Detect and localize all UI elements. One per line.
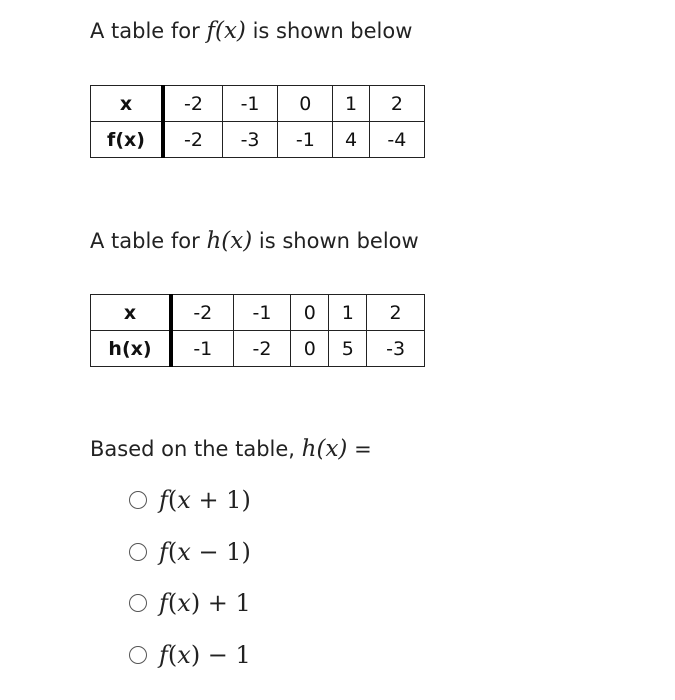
f-caption-prefix: A table for xyxy=(90,19,200,43)
f-table-x-header: x xyxy=(91,86,164,122)
h-table-x-cell: 1 xyxy=(329,295,367,331)
f-table-y-cell: -3 xyxy=(222,122,277,158)
f-table-x-cell: 2 xyxy=(369,86,424,122)
answer-option-4[interactable] xyxy=(129,641,251,669)
radio-button-icon[interactable] xyxy=(129,491,147,509)
option-expression: f(x + 1) xyxy=(159,486,251,514)
f-table-y-cell: -2 xyxy=(163,122,222,158)
h-table-y-cell: -2 xyxy=(233,331,291,367)
h-table-x-cell: -1 xyxy=(233,295,291,331)
f-table-y-header: f(x) xyxy=(91,122,164,158)
h-caption-suffix: is shown below xyxy=(258,229,419,253)
f-table-x-cell: -1 xyxy=(222,86,277,122)
f-table-caption xyxy=(90,18,412,44)
f-table-x-cell: 0 xyxy=(278,86,333,122)
h-table-x-cell: 0 xyxy=(291,295,329,331)
h-table-y-cell: 5 xyxy=(329,331,367,367)
h-table-x-cell: -2 xyxy=(171,295,233,331)
radio-button-icon[interactable] xyxy=(129,543,147,561)
h-table-y-header: h(x) xyxy=(91,331,172,367)
f-table-y-cell: -4 xyxy=(369,122,424,158)
f-value-table xyxy=(90,85,425,158)
h-caption-math: h(x) xyxy=(206,228,253,254)
option-expression: f(x) + 1 xyxy=(159,589,251,617)
option-expression: f(x) − 1 xyxy=(159,641,251,669)
question-suffix: = xyxy=(354,437,372,461)
f-caption-suffix: is shown below xyxy=(252,19,413,43)
h-value-table xyxy=(90,294,425,367)
h-table-y-cell: -3 xyxy=(367,331,425,367)
f-table-row-y xyxy=(91,122,425,158)
f-caption-math: f(x) xyxy=(206,18,246,44)
f-table-x-cell: -2 xyxy=(163,86,222,122)
f-table-x-cell: 1 xyxy=(333,86,369,122)
f-table-y-cell: 4 xyxy=(333,122,369,158)
h-table-row-x xyxy=(91,295,425,331)
radio-button-icon[interactable] xyxy=(129,594,147,612)
f-table-y-cell: -1 xyxy=(278,122,333,158)
answer-option-2[interactable] xyxy=(129,538,251,566)
question-prefix: Based on the table, xyxy=(90,437,295,461)
h-table-x-header: x xyxy=(91,295,172,331)
h-caption-prefix: A table for xyxy=(90,229,200,253)
question-math: h(x) xyxy=(301,436,348,462)
answer-option-1[interactable] xyxy=(129,486,251,514)
answer-option-3[interactable] xyxy=(129,589,251,617)
h-table-caption xyxy=(90,228,419,254)
f-table-row-x xyxy=(91,86,425,122)
h-table-row-y xyxy=(91,331,425,367)
question-text xyxy=(90,436,372,462)
radio-button-icon[interactable] xyxy=(129,646,147,664)
option-expression: f(x − 1) xyxy=(159,538,251,566)
h-table-x-cell: 2 xyxy=(367,295,425,331)
h-table-y-cell: -1 xyxy=(171,331,233,367)
h-table-y-cell: 0 xyxy=(291,331,329,367)
